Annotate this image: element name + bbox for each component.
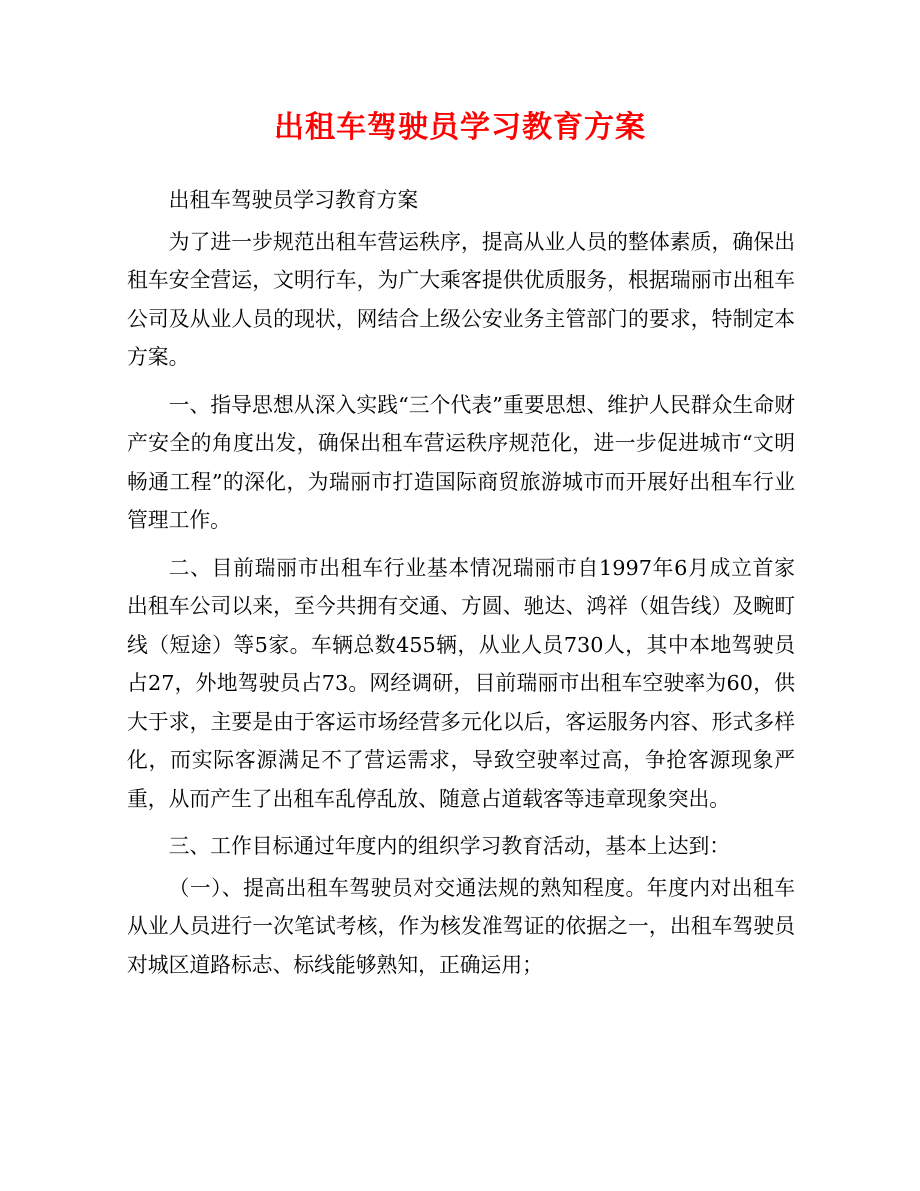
paragraph-goal-one: （一）、提高出租车驾驶员对交通法规的熟知程度。年度内对出租车从业人员进行一次笔试考核，作为核发准驾证的依据之一，出租车驾驶员对城区道路标志、标线能够熟知，正确运用； (127, 875, 795, 977)
paragraph-subtitle: 出租车驾驶员学习教育方案 (168, 188, 419, 212)
document-body (127, 181, 795, 993)
paragraph-guiding-ideology: 一、指导思想从深入实践“三个代表”重要思想、维护人民群众生命财产安全的角度出发，确保出租车营运秩序规范化，进一步促进城市“文明畅通工程”的深化，为瑞丽市打造国际商贸旅游城市而开展好出租车行业管理工作。 (127, 392, 795, 532)
paragraph-work-goals: 三、工作目标通过年度内的组织学习教育活动，基本上达到： (168, 834, 731, 858)
paragraph-intro: 为了进一步规范出租车营运秩序，提高从业人员的整体素质，确保出租车安全营运，文明行车，为广大乘客提供优质服务，根据瑞丽市出租车公司及从业人员的现状，网结合上级公安业务主管部门的要求，特制定本方案。 (127, 229, 795, 369)
document-title: 出租车驾驶员学习教育方案 (274, 110, 646, 145)
paragraph-current-situation: 二、目前瑞丽市出租车行业基本情况瑞丽市自1997年6月成立首家出租车公司以来，至今共拥有交通、方圆、驰达、鸿祥（姐告线）及畹町线（短途）等5家。车辆总数455辆，从业人员730人，其中本地驾驶员占27，外地驾驶员占73。网经调研，目前瑞丽市出租车空驶率为60，供大于求，主要是由于客运市场经营多元化以后，客运服务内容、形式多样化，而实际客源满足不了营运需求，导致空驶率过高，争抢客源现象严重，从而产生了出租车乱停乱放、随意占道载客等违章现象突出。 (127, 555, 795, 811)
